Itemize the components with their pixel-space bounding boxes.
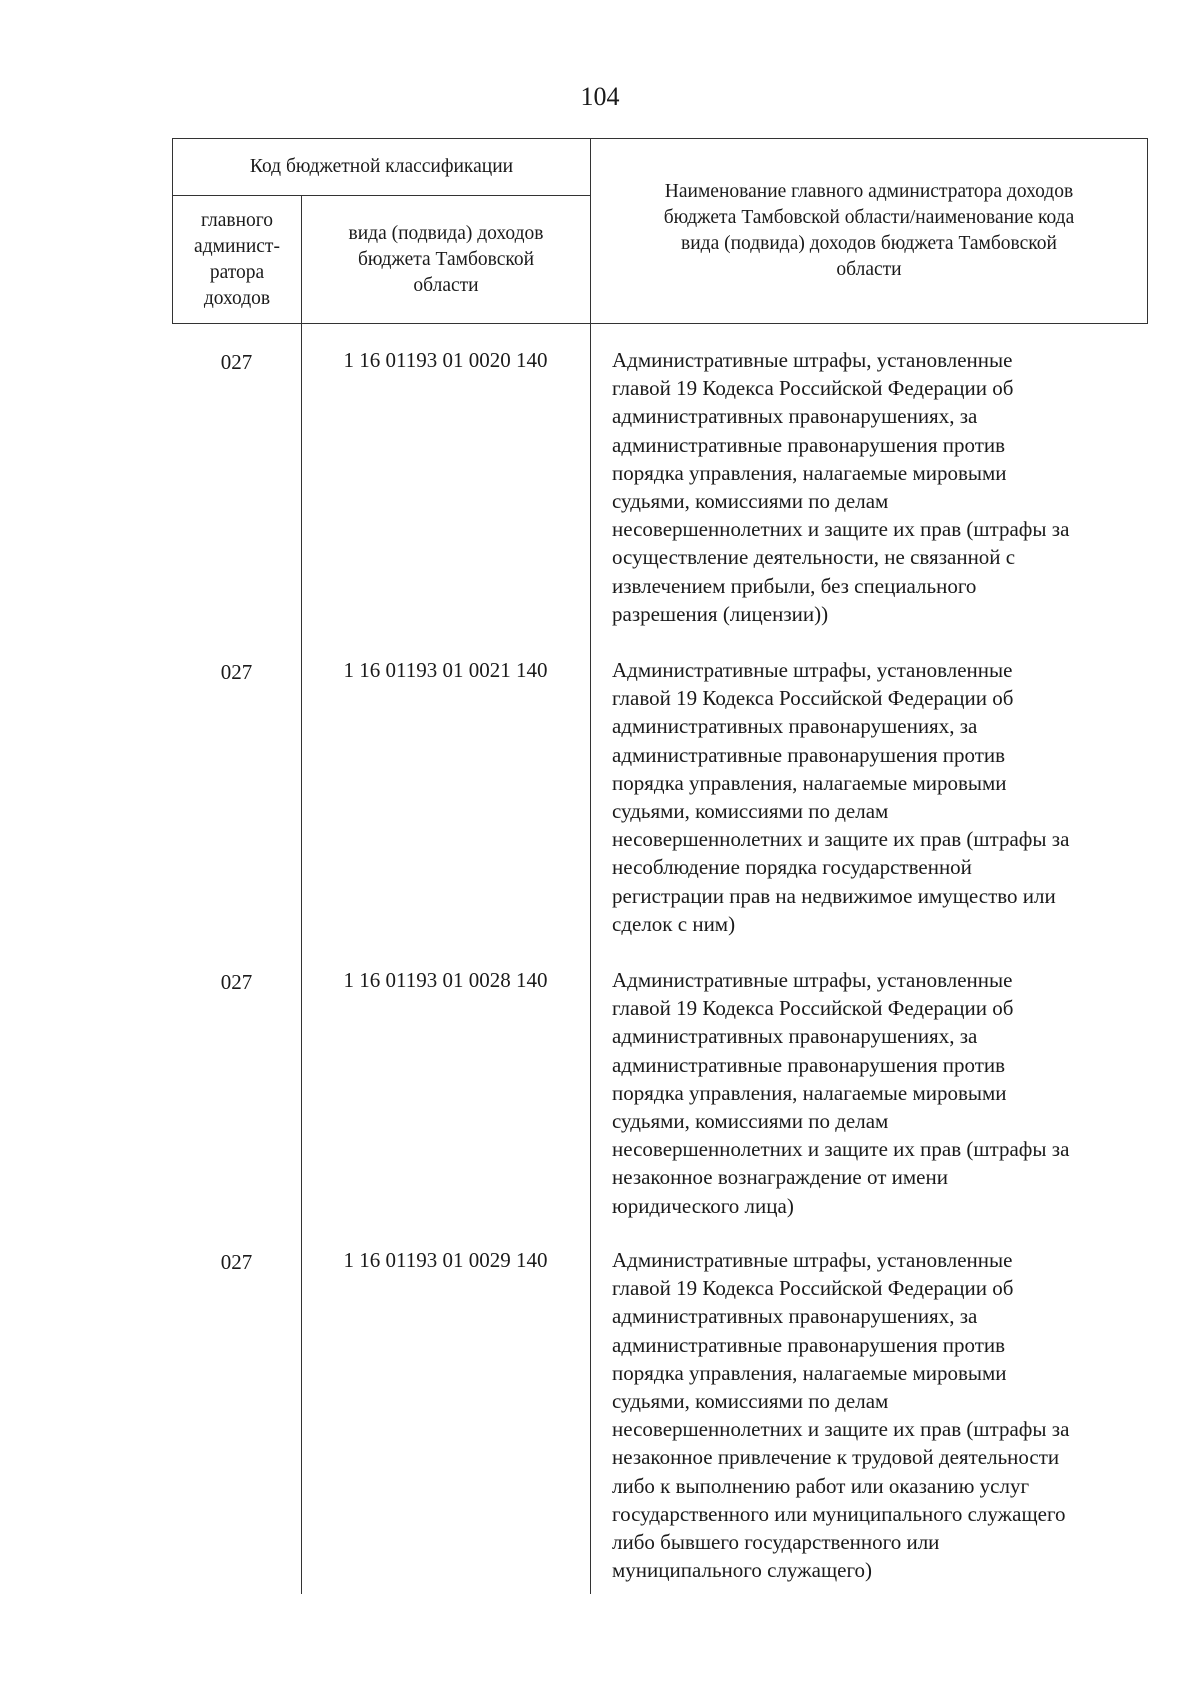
name-line: Административные штрафы, установленные — [612, 1248, 1013, 1272]
header-group-title: Код бюджетной классификации — [173, 139, 591, 196]
header-col-name — [591, 139, 1148, 324]
header-col-admin-line: главного — [200, 209, 274, 231]
name-line: главой 19 Кодекса Российской Федерации об — [612, 686, 1014, 711]
name-line: административных правонарушениях, за — [612, 404, 978, 429]
revenue-code-cell: 1 16 01193 01 0020 140 — [343, 348, 548, 372]
table-row — [172, 634, 1147, 944]
header-col-admin-line: админист- — [194, 235, 280, 257]
name-line: административных правонарушениях, за — [612, 1304, 978, 1329]
name-line: порядка управления, налагаемые мировыми — [612, 1080, 1007, 1105]
header-col-name-line: Наименование главного администратора доходов — [664, 181, 1074, 202]
name-line: судьями, комиссиями по делам — [612, 489, 889, 514]
name-line: государственного или муниципального служащего — [612, 1501, 1066, 1526]
name-line: муниципального служащего) — [612, 1558, 873, 1583]
header-col-admin — [173, 196, 302, 324]
revenue-code-cell: 1 16 01193 01 0029 140 — [343, 1248, 548, 1272]
name-line: несоблюдение порядка государственной — [612, 855, 972, 880]
name-line: несовершеннолетних и защите их прав (штрафы за — [612, 827, 1070, 852]
name-line: главой 19 Кодекса Российской Федерации об — [612, 1276, 1014, 1301]
name-line: Административные штрафы, установленные — [612, 658, 1013, 682]
name-line: сделок с ним) — [612, 911, 736, 936]
header-col-code — [302, 196, 591, 324]
name-line: административные правонарушения против — [612, 432, 1006, 457]
admin-code-cell: 027 — [220, 350, 253, 374]
name-line: либо бывшего государственного или — [612, 1530, 940, 1555]
name-line: юридического лица) — [612, 1193, 794, 1218]
name-line: порядка управления, налагаемые мировыми — [612, 460, 1007, 485]
name-line: незаконное вознаграждение от имени — [612, 1165, 948, 1190]
revenue-name-cell — [590, 324, 1142, 634]
revenue-code-cell: 1 16 01193 01 0028 140 — [343, 968, 548, 992]
name-line: главой 19 Кодекса Российской Федерации об — [612, 996, 1014, 1021]
table-header — [172, 138, 1148, 324]
header-col-code-line: вида (подвида) доходов — [348, 222, 544, 244]
header-col-admin-line: ратора — [209, 261, 265, 283]
header-col-admin-line: доходов — [203, 287, 271, 309]
name-line: незаконное привлечение к трудовой деятельности — [612, 1445, 1060, 1470]
page-number: 104 — [580, 82, 620, 111]
name-line: порядка управления, налагаемые мировыми — [612, 770, 1007, 795]
name-line: судьями, комиссиями по делам — [612, 1109, 889, 1134]
table-row — [172, 324, 1147, 634]
table-body — [172, 324, 1147, 1594]
name-line: Административные штрафы, установленные — [612, 348, 1013, 372]
name-line: административные правонарушения против — [612, 1332, 1006, 1357]
admin-code-cell: 027 — [220, 970, 253, 994]
name-line: Административные штрафы, установленные — [612, 968, 1013, 992]
revenue-name-cell — [590, 944, 1142, 1224]
header-col-name-line: вида (подвида) доходов бюджета Тамбовской — [681, 233, 1057, 254]
name-line: главой 19 Кодекса Российской Федерации об — [612, 376, 1014, 401]
admin-code-cell: 027 — [220, 1250, 253, 1274]
name-line: либо к выполнению работ или оказанию услуг — [612, 1473, 1030, 1498]
header-col-code-line: бюджета Тамбовской — [357, 248, 535, 270]
revenue-name-cell — [590, 634, 1142, 944]
table-row — [172, 944, 1147, 1224]
name-line: судьями, комиссиями по делам — [612, 1389, 889, 1414]
name-line: извлечением прибыли, без специального — [612, 573, 977, 598]
name-line: несовершеннолетних и защите их прав (штрафы за — [612, 1417, 1070, 1442]
table-row — [172, 1224, 1147, 1594]
admin-code-cell: 027 — [220, 660, 253, 684]
header-col-name-line: области — [836, 259, 902, 280]
name-line: осуществление деятельности, не связанной с — [612, 545, 1016, 570]
name-line: судьями, комиссиями по делам — [612, 799, 889, 824]
name-line: административных правонарушениях, за — [612, 1024, 978, 1049]
name-line: административных правонарушениях, за — [612, 714, 978, 739]
header-col-name-line: бюджета Тамбовской области/наименование кода — [663, 207, 1075, 228]
name-line: несовершеннолетних и защите их прав (штрафы за — [612, 517, 1070, 542]
revenue-code-cell: 1 16 01193 01 0021 140 — [343, 658, 548, 682]
revenue-name-cell — [590, 1224, 1142, 1594]
name-line: регистрации прав на недвижимое имущество или — [612, 883, 1056, 908]
name-line: административные правонарушения против — [612, 742, 1006, 767]
name-line: административные правонарушения против — [612, 1052, 1006, 1077]
header-col-code-line: области — [413, 274, 479, 296]
name-line: порядка управления, налагаемые мировыми — [612, 1360, 1007, 1385]
name-line: разрешения (лицензии)) — [612, 601, 829, 626]
name-line: несовершеннолетних и защите их прав (штрафы за — [612, 1137, 1070, 1162]
